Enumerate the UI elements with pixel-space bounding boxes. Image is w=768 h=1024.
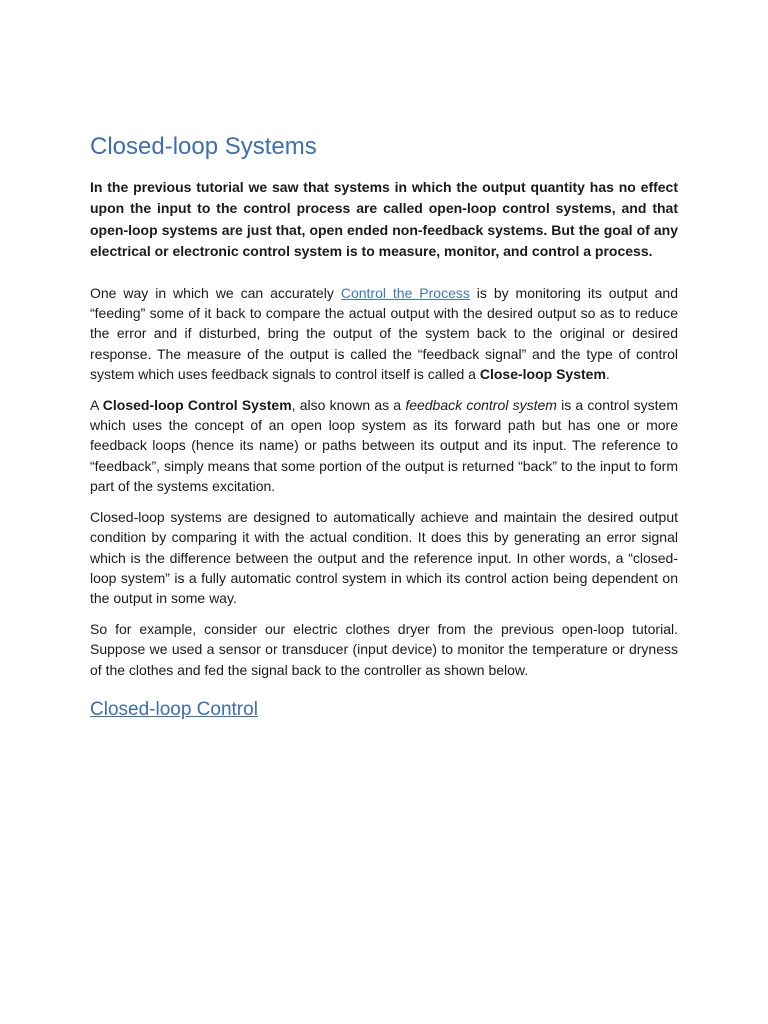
closed-loop-control-link[interactable]: Closed-loop Control <box>90 698 258 720</box>
article-body <box>90 131 678 723</box>
paragraph-2-mid: , also known as a <box>291 396 406 413</box>
close-loop-system-term: Close-loop System <box>479 366 606 383</box>
paragraph-2-rest: is a control system which uses the concept of an open loop system as its forward path but has one or more feedback loops (hence its name) or paths between its output and its input. The reference to “feedback”, simply means that some portion of the output is returned “back” to the input to form part of the systems excitation. <box>90 396 678 495</box>
paragraph-3: Closed-loop systems are designed to automatically achieve and maintain the desired output condition by comparing it with the actual condition. It does this by generating an error signal which is the difference between the output and the reference input. In other words, a “closed-loop system” is a fully automatic control system in which its control action being dependent on the output in some way. <box>90 508 678 607</box>
paragraph-1-text-b: is by monitoring its output and “feeding” some of it back to compare the actual output with the desired output so as to reduce the error and if disturbed, bring the output of the system back to the original or desired response. The measure of the output is called the “feedback signal” and the type of control system which uses feedback signals to control itself is called a <box>90 284 678 383</box>
paragraph-1-text-a: One way in which we can accurately <box>90 284 341 301</box>
paragraph-2 <box>90 395 678 497</box>
page-title: Closed-loop Systems <box>90 133 317 160</box>
control-the-process-link[interactable]: Control the Process <box>340 284 470 301</box>
paragraph-1 <box>90 283 678 385</box>
paragraph-4: So for example, consider our electric clothes dryer from the previous open-loop tutorial. Suppose we used a sensor or transducer (input device) to monitor the temperature or dryness of the clothes and fed the signal back to the controller as shown below. <box>90 620 678 678</box>
paragraph-2-start: A <box>90 396 103 413</box>
section-heading <box>90 697 678 723</box>
closed-loop-control-system-term: Closed-loop Control System <box>102 396 292 413</box>
intro-paragraph: In the previous tutorial we saw that systems in which the output quantity has no effect upon the input to the control process are called open-loop control systems, and that open-loop systems are just that, open ended non-feedback systems. But the goal of any electrical or electronic control system is to measure, monitor, and control a process. <box>90 179 678 260</box>
feedback-control-system-term: feedback control system <box>405 396 557 413</box>
paragraph-1-end: . <box>605 366 610 383</box>
